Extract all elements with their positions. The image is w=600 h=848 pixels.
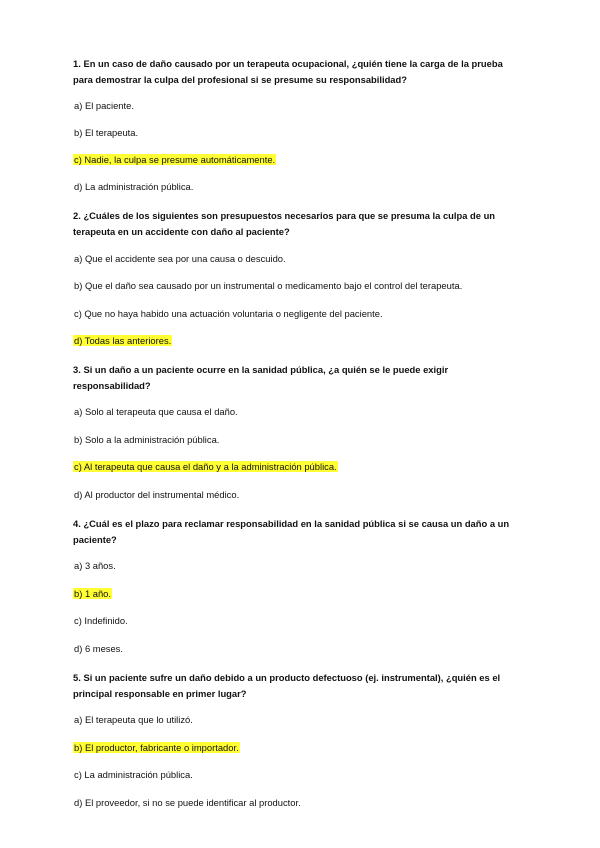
answer-option <box>73 796 302 809</box>
answer-option-text: a) 3 años. <box>74 560 116 571</box>
answer-option-text: a) Que el accidente sea por una causa o descuido. <box>74 253 286 264</box>
answer-option-correct <box>73 587 112 600</box>
answer-option-text: d) Todas las anteriores. <box>74 335 172 346</box>
question-text <box>73 516 523 548</box>
answer-option-text: c) Nadie, la culpa se presume automáticamente. <box>74 154 276 165</box>
answer-option <box>73 252 287 265</box>
answer-option <box>73 405 239 418</box>
question-number: 5. <box>73 672 81 683</box>
answer-option <box>73 713 194 726</box>
question-number: 4. <box>73 518 81 529</box>
answer-option-text: d) La administración pública. <box>74 181 194 192</box>
answer-option-text: a) El paciente. <box>74 100 134 111</box>
question-block <box>73 670 523 702</box>
answer-option-correct <box>73 334 172 347</box>
question-number: 2. <box>73 210 81 221</box>
answer-option <box>73 180 194 193</box>
answer-option-text: b) Solo a la administración pública. <box>74 434 220 445</box>
answer-option-text: c) Al terapeuta que causa el daño y a la administración pública. <box>74 461 337 472</box>
answer-option <box>73 99 135 112</box>
question-stem: ¿Cuál es el plazo para reclamar responsabilidad en la sanidad pública si se causa un daño a un paciente? <box>73 518 510 545</box>
answer-option-text: b) El productor, fabricante o importador. <box>74 742 239 753</box>
answer-option <box>73 488 240 501</box>
answer-option-text: b) Que el daño sea causado por un instrumental o medicamento bajo el control del terapeuta. <box>74 280 463 291</box>
question-number: 3. <box>73 364 81 375</box>
answer-option-text: c) Que no haya habido una actuación voluntaria o negligente del paciente. <box>74 308 383 319</box>
question-block <box>73 56 523 88</box>
answer-option-correct <box>73 153 276 166</box>
answer-option <box>73 307 384 320</box>
answer-option <box>73 642 124 655</box>
answer-option-text: c) Indefinido. <box>74 615 128 626</box>
answer-option <box>73 559 117 572</box>
question-stem: ¿Cuáles de los siguientes son presupuestos necesarios para que se presuma la culpa de un terapeuta en un accidente con daño al paciente? <box>73 210 496 237</box>
answer-option-text: d) 6 meses. <box>74 643 123 654</box>
answer-option <box>73 279 463 292</box>
answer-option <box>73 126 139 139</box>
answer-option-text: b) El terapeuta. <box>74 127 139 138</box>
answer-option-text: a) El terapeuta que lo utilizó. <box>74 714 193 725</box>
question-block <box>73 362 473 394</box>
answer-option-text: d) El proveedor, si no se puede identificar al productor. <box>74 797 301 808</box>
question-text <box>73 208 513 240</box>
answer-option-text: a) Solo al terapeuta que causa el daño. <box>74 406 238 417</box>
answer-option-correct <box>73 741 240 754</box>
question-block <box>73 516 523 548</box>
question-stem: En un caso de daño causado por un terapeuta ocupacional, ¿quién tiene la carga de la prueba para demostrar la culpa del profesional si se presume su responsabilidad? <box>73 58 503 85</box>
question-block <box>73 208 513 240</box>
answer-option <box>73 768 194 781</box>
question-number: 1. <box>73 58 81 69</box>
question-text <box>73 56 523 88</box>
answer-option-text: b) 1 año. <box>74 588 112 599</box>
answer-option <box>73 614 129 627</box>
answer-option-text: c) La administración pública. <box>74 769 193 780</box>
question-text <box>73 670 523 702</box>
answer-option-correct <box>73 460 338 473</box>
question-stem: Si un paciente sufre un daño debido a un producto defectuoso (ej. instrumental), ¿quién es el principal responsable en primer lugar? <box>73 672 501 699</box>
answer-option-text: d) Al productor del instrumental médico. <box>74 489 240 500</box>
question-stem: Si un daño a un paciente ocurre en la sanidad pública, ¿a quién se le puede exigir responsabilidad? <box>73 364 449 391</box>
answer-option <box>73 433 220 446</box>
question-text <box>73 362 473 394</box>
